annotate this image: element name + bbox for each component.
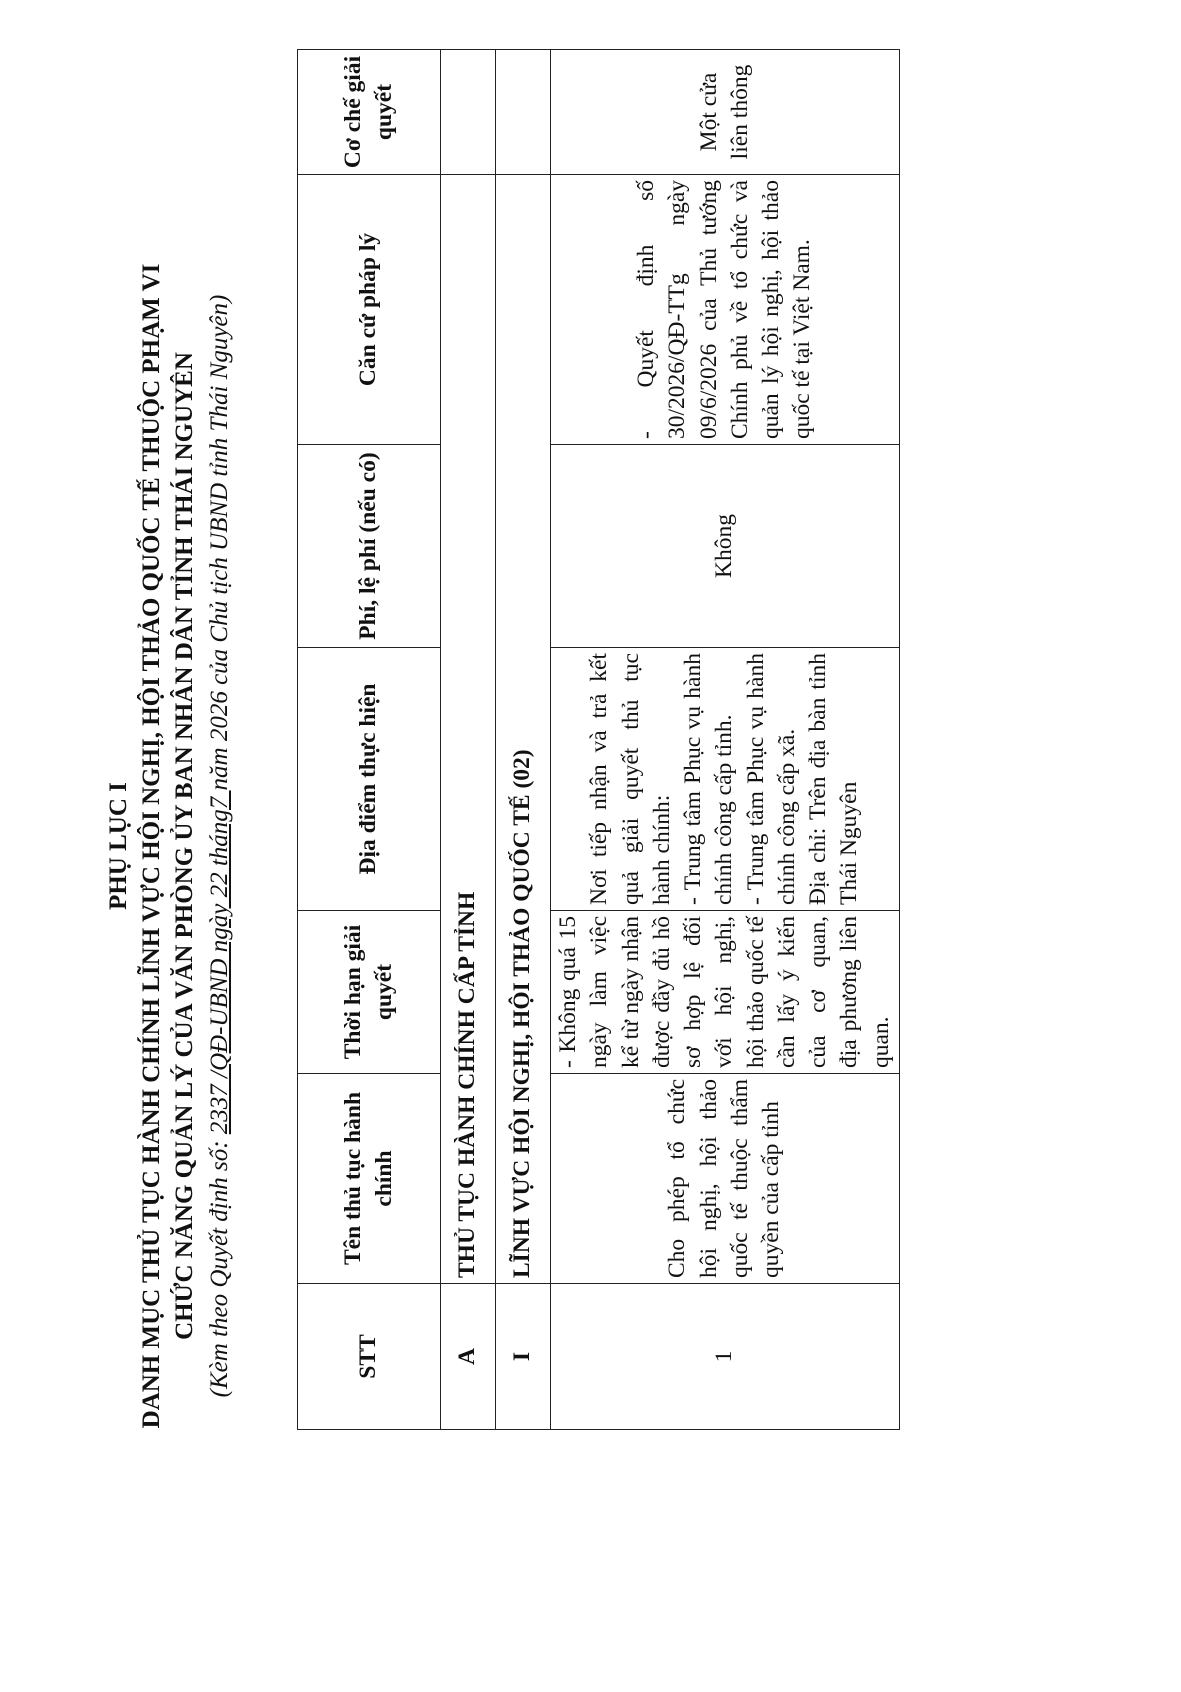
row-legal-basis: - Quyết định số 30/2026/QĐ-TTg ngày 09/6/2026 của Thủ tướng Chính phủ về tổ chức và quản lý hội nghị, hội thảo quốc tế tại Việt Nam. [551,175,900,445]
section-a-row [441,50,496,1430]
section-i-code: I [496,1284,551,1430]
section-i-label: LĨNH VỰC HỘI NGHỊ, HỘI THẢO QUỐC TẾ (02) [496,175,551,1284]
col-header-mechanism: Cơ chế giải quyết [298,50,441,175]
table-row [551,50,900,1430]
decision-reference [206,0,234,1692]
location-address: Địa chỉ: Trên địa bàn tỉnh Thái Nguyên [805,653,863,905]
decision-reference-prefix: (Kèm theo Quyết định số: [206,1134,233,1398]
col-header-fee: Phí, lệ phí (nếu có) [298,445,441,648]
col-header-deadline: Thời hạn giải quyết [298,911,441,1074]
col-header-location: Địa điểm thực hiện [298,648,441,911]
appendix-title: PHỤ LỤC I [105,782,132,910]
row-location [551,648,900,911]
section-a-label: THỦ TỤC HÀNH CHÍNH CẤP TỈNH [441,175,496,1284]
col-header-stt: STT [298,1284,441,1430]
col-header-name: Tên thủ tục hành chính [298,1074,441,1284]
section-a-code: A [441,1284,496,1430]
table-header-row [298,50,441,1430]
section-i-row [496,50,551,1430]
location-provincial-center: - Trung tâm Phục vụ hành chính công cấp tỉnh. [680,653,738,905]
col-header-legal: Căn cứ pháp lý [298,175,441,445]
procedure-table [297,49,900,1430]
document-heading-line-1: DANH MỤC THỦ TỤC HÀNH CHÍNH LĨNH VỰC HỘI NGHỊ, HỘI THẢO QUỐC TẾ THUỘC PHẠM VI [138,263,165,1429]
row-mechanism: Một cửa liên thông [551,50,900,175]
row-deadline: - Không quá 15 ngày làm việc kể từ ngày nhận được đầy đủ hồ sơ hợp lệ đối với hội nghị, hội thảo quốc tế cần lấy ý kiến của cơ quan, địa phương liên quan. [551,911,900,1074]
decision-reference-suffix: năm 2026 của Chủ tịch UBND tỉnh Thái Nguyên) [206,294,233,791]
section-i-empty-cell [496,50,551,175]
section-a-empty-cell [441,50,496,175]
location-commune-center: - Trung tâm Phục vụ hành chính công cấp xã. [742,653,800,905]
row-stt: 1 [551,1284,900,1430]
row-fee: Không [551,445,900,648]
row-procedure-name: Cho phép tổ chức hội nghị, hội thảo quốc tế thuộc thẩm quyền của cấp tỉnh [551,1074,900,1284]
decision-number: 2337 /QĐ-UBND ngày 22 tháng7 [206,790,233,1135]
document-heading-line-2: CHỨC NĂNG QUẢN LÝ CỦA VĂN PHÒNG ỦY BAN NHÂN DÂN TỈNH THÁI NGUYÊN [171,352,198,1340]
location-receiving-point: Nơi tiếp nhận và trả kết quả giải quyết thủ tục hành chính: [586,653,675,905]
